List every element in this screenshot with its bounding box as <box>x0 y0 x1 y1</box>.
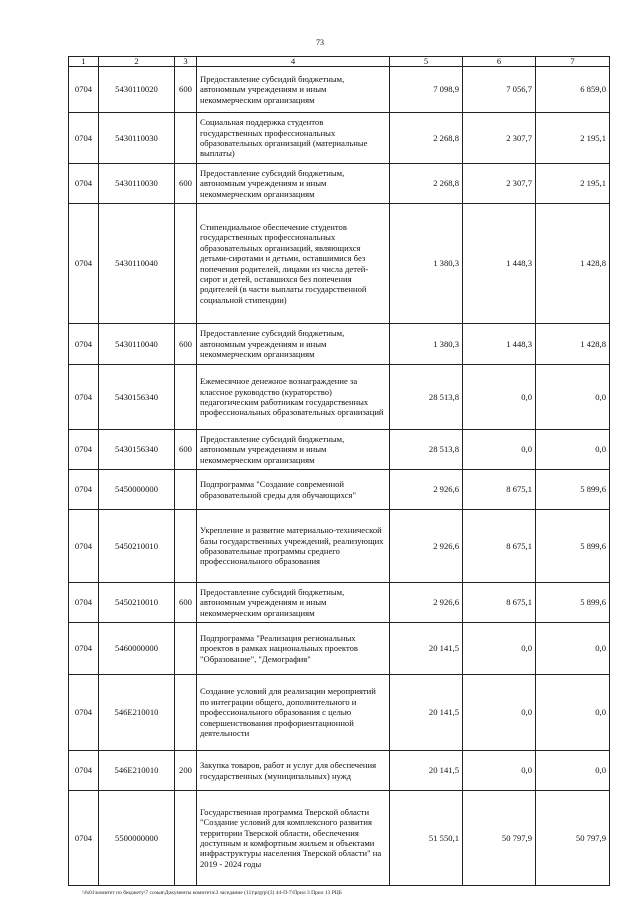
value-col5: 7 098,9 <box>390 67 463 113</box>
table-row <box>69 113 610 164</box>
section-cell: 0704 <box>69 67 99 113</box>
table-row <box>69 67 610 113</box>
name-cell: Государственная программа Тверской области "Создание условий для комплексного развития территории Тверской области, обеспечения доступным и комфортным жильем и объектами инфраструктуры населения Тверской области" на 2019 - 2024 годы <box>197 791 390 886</box>
value-col5: 1 380,3 <box>390 324 463 365</box>
table-row <box>69 791 610 886</box>
value-col5: 20 141,5 <box>390 623 463 675</box>
table-row <box>69 204 610 324</box>
section-cell: 0704 <box>69 510 99 583</box>
code-cell: 5450210010 <box>99 583 175 623</box>
value-col6: 2 307,7 <box>463 113 536 164</box>
value-col6: 2 307,7 <box>463 164 536 204</box>
value-col7: 0,0 <box>536 675 610 751</box>
value-col6: 8 675,1 <box>463 510 536 583</box>
section-cell: 0704 <box>69 791 99 886</box>
value-col7: 0,0 <box>536 365 610 430</box>
value-col6: 7 056,7 <box>463 67 536 113</box>
value-col7: 5 899,6 <box>536 510 610 583</box>
code-cell: 5500000000 <box>99 791 175 886</box>
table-row <box>69 164 610 204</box>
value-col7: 0,0 <box>536 430 610 470</box>
value-col7: 2 195,1 <box>536 113 610 164</box>
value-col5: 20 141,5 <box>390 751 463 791</box>
value-col6: 0,0 <box>463 623 536 675</box>
value-col5: 2 926,6 <box>390 510 463 583</box>
column-header: 2 <box>99 57 175 67</box>
type-cell <box>175 791 197 886</box>
type-cell <box>175 365 197 430</box>
name-cell: Укрепление и развитие материально-технической базы государственных учреждений, реализующих образовательные программы среднего профессионального образования <box>197 510 390 583</box>
type-cell <box>175 113 197 164</box>
name-cell: Предоставление субсидий бюджетным, автономным учреждениям и иным некоммерческим организациям <box>197 430 390 470</box>
section-cell: 0704 <box>69 365 99 430</box>
column-header: 7 <box>536 57 610 67</box>
table-row <box>69 751 610 791</box>
value-col7: 1 428,8 <box>536 324 610 365</box>
type-cell: 600 <box>175 164 197 204</box>
column-header: 6 <box>463 57 536 67</box>
section-cell: 0704 <box>69 164 99 204</box>
code-cell: 5450000000 <box>99 470 175 510</box>
page-number: 73 <box>316 38 324 47</box>
name-cell: Подпрограмма "Создание современной образовательной среды для обучающихся" <box>197 470 390 510</box>
value-col5: 1 380,3 <box>390 204 463 324</box>
code-cell: 546E210010 <box>99 751 175 791</box>
code-cell: 5450210010 <box>99 510 175 583</box>
type-cell <box>175 623 197 675</box>
value-col7: 1 428,8 <box>536 204 610 324</box>
section-cell: 0704 <box>69 751 99 791</box>
section-cell: 0704 <box>69 675 99 751</box>
value-col6: 8 675,1 <box>463 470 536 510</box>
value-col7: 2 195,1 <box>536 164 610 204</box>
table-row <box>69 470 610 510</box>
name-cell: Стипендиальное обеспечение студентов государственных профессиональных образовательных организаций, являющихся детьми-сиротами и детьми, оставшимися без попечения родителей, лицами из числа детей-сирот и детей, оставшихся без попечения родителей (в части выплаты государственной социальной стипендии) <box>197 204 390 324</box>
name-cell: Социальная поддержка студентов государственных профессиональных образовательных организаций (материальные выплаты) <box>197 113 390 164</box>
value-col5: 28 513,8 <box>390 430 463 470</box>
column-header: 3 <box>175 57 197 67</box>
table-row <box>69 583 610 623</box>
type-cell <box>175 510 197 583</box>
type-cell: 600 <box>175 583 197 623</box>
code-cell: 5430110020 <box>99 67 175 113</box>
value-col5: 2 268,8 <box>390 113 463 164</box>
type-cell <box>175 675 197 751</box>
name-cell: Предоставление субсидий бюджетным, автономным учреждениям и иным некоммерческим организациям <box>197 583 390 623</box>
value-col6: 0,0 <box>463 365 536 430</box>
section-cell: 0704 <box>69 204 99 324</box>
value-col7: 5 899,6 <box>536 470 610 510</box>
type-cell <box>175 204 197 324</box>
section-cell: 0704 <box>69 324 99 365</box>
value-col6: 0,0 <box>463 430 536 470</box>
type-cell: 600 <box>175 430 197 470</box>
value-col5: 28 513,8 <box>390 365 463 430</box>
value-col7: 6 859,0 <box>536 67 610 113</box>
table-row <box>69 365 610 430</box>
value-col6: 1 448,3 <box>463 324 536 365</box>
code-cell: 5430110030 <box>99 164 175 204</box>
table-row <box>69 430 610 470</box>
value-col7: 0,0 <box>536 751 610 791</box>
name-cell: Подпрограмма "Реализация региональных проектов в рамках национальных проектов "Образование", "Демография" <box>197 623 390 675</box>
type-cell: 200 <box>175 751 197 791</box>
value-col6: 8 675,1 <box>463 583 536 623</box>
section-cell: 0704 <box>69 623 99 675</box>
table-row <box>69 675 610 751</box>
table-row <box>69 324 610 365</box>
value-col5: 2 926,6 <box>390 470 463 510</box>
name-cell: Закупка товаров, работ и услуг для обеспечения государственных (муниципальных) нужд <box>197 751 390 791</box>
name-cell: Предоставление субсидий бюджетным, автономным учреждениям и иным некоммерческим организациям <box>197 164 390 204</box>
table-row <box>69 510 610 583</box>
value-col6: 1 448,3 <box>463 204 536 324</box>
budget-table <box>68 56 610 886</box>
value-col5: 51 550,1 <box>390 791 463 886</box>
value-col5: 2 268,8 <box>390 164 463 204</box>
section-cell: 0704 <box>69 430 99 470</box>
section-cell: 0704 <box>69 470 99 510</box>
type-cell <box>175 470 197 510</box>
column-header: 5 <box>390 57 463 67</box>
code-cell: 5430156340 <box>99 365 175 430</box>
column-header: 4 <box>197 57 390 67</box>
name-cell: Ежемесячное денежное вознаграждение за классное руководство (кураторство) педагогическим работникам государственных профессиональных образовательных организаций <box>197 365 390 430</box>
value-col6: 0,0 <box>463 751 536 791</box>
section-cell: 0704 <box>69 113 99 164</box>
value-col5: 20 141,5 <box>390 675 463 751</box>
table-row <box>69 623 610 675</box>
code-cell: 5430110030 <box>99 113 175 164</box>
column-header: 1 <box>69 57 99 67</box>
value-col6: 0,0 <box>463 675 536 751</box>
code-cell: 546E210010 <box>99 675 175 751</box>
name-cell: Предоставление субсидий бюджетным, автономным учреждениям и иным некоммерческим организациям <box>197 324 390 365</box>
code-cell: 5460000000 <box>99 623 175 675</box>
value-col6: 50 797,9 <box>463 791 536 886</box>
code-cell: 5430110040 <box>99 204 175 324</box>
section-cell: 0704 <box>69 583 99 623</box>
code-cell: 5430156340 <box>99 430 175 470</box>
value-col7: 0,0 <box>536 623 610 675</box>
table-header-row <box>69 57 610 67</box>
type-cell: 600 <box>175 324 197 365</box>
code-cell: 5430110040 <box>99 324 175 365</box>
type-cell: 600 <box>175 67 197 113</box>
file-path-footer: \\fs01\комитет по бюджету\7 созыв\Документы комитета\3 заседание (11)\prgrp\(3) 44-П-7\Прил 3 Прил 13 РЦБ <box>82 890 342 896</box>
value-col7: 5 899,6 <box>536 583 610 623</box>
value-col7: 50 797,9 <box>536 791 610 886</box>
value-col5: 2 926,6 <box>390 583 463 623</box>
name-cell: Предоставление субсидий бюджетным, автономным учреждениям и иным некоммерческим организациям <box>197 67 390 113</box>
name-cell: Создание условий для реализации мероприятий по интеграции общего, дополнительного и профессионального образования с целью совершенствования профориентационной деятельности <box>197 675 390 751</box>
